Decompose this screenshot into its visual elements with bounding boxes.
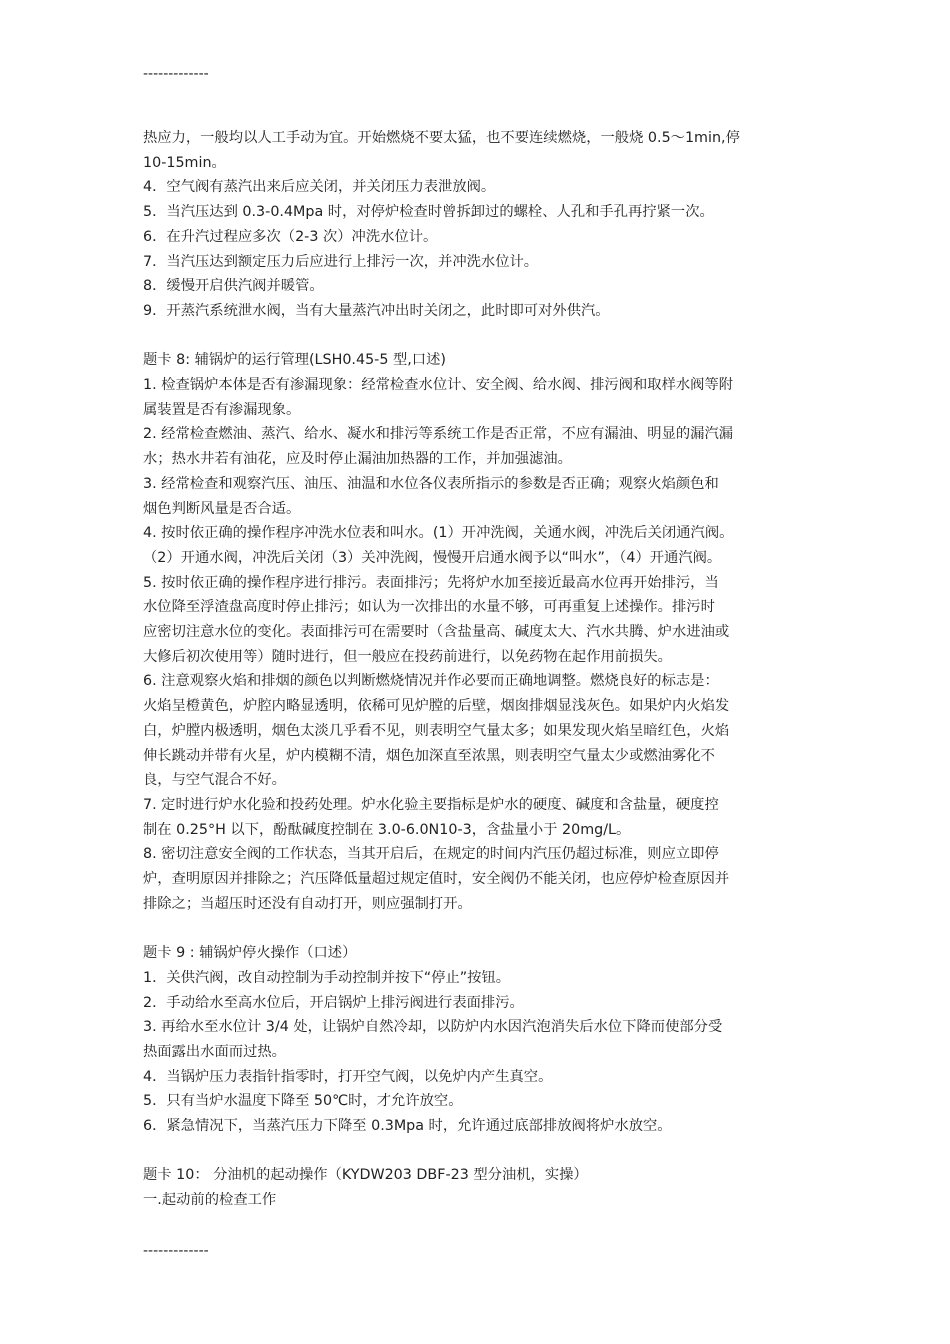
intro-line: 热应力，一般均以人工手动为宜。开始燃烧不要太猛，也不要连续燃烧，一般烧 0.5～1min,停 <box>143 130 740 146</box>
card10-section <box>143 1163 813 1212</box>
intro-line: 5．当汽压达到 0.3-0.4Mpa 时，对停炉检查时曾拆卸过的螺栓、人孔和手孔再拧紧一次。 <box>143 204 714 221</box>
intro-line: 6．在升汽过程应多次（2-3 次）冲洗水位计。 <box>143 228 438 245</box>
card9-line: 6．紧急情况下，当蒸汽压力下降至 0.3Mpa 时，允许通过底部排放阀将炉水放空。 <box>143 1118 672 1135</box>
card8-line: 良，与空气混合不好。 <box>143 772 286 789</box>
card9-line: 4．当锅炉压力表指针指零时，打开空气阀，以免炉内产生真空。 <box>143 1068 553 1085</box>
card8-section <box>143 348 813 916</box>
card8-line: 7. 定时进行炉水化验和投药处理。炉水化验主要指标是炉水的硬度、碱度和含盐量，硬度控 <box>143 796 719 813</box>
card8-line: 8. 密切注意安全阀的工作状态，当其开启后，在规定的时间内汽压仍超过标准，则应立即停 <box>143 846 719 863</box>
card8-line: 1. 检查锅炉本体是否有渗漏现象：经常检查水位计、安全阀、给水阀、排污阀和取样水阀等附 <box>143 377 734 394</box>
card9-line: 5．只有当炉水温度下降至 50℃时，才允许放空。 <box>143 1093 463 1110</box>
top-separator: ------------- <box>143 66 209 82</box>
card8-line: 2. 经常检查燃油、蒸汽、给水、凝水和排污等系统工作是否正常，不应有漏油、明显的漏汽漏 <box>143 426 734 443</box>
document-page <box>143 64 813 1261</box>
card8-line: 伸长跳动并带有火星，炉内模糊不清，烟色加深直至浓黑，则表明空气量太少或燃油雾化不 <box>143 747 715 764</box>
card9-line: 2．手动给水至高水位后，开启锅炉上排污阀进行表面排污。 <box>143 994 524 1011</box>
card8-line: 水；热水井若有油花，应及时停止漏油加热器的工作，并加强滤油。 <box>143 451 572 468</box>
card8-line: 属装置是否有渗漏现象。 <box>143 401 301 418</box>
intro-line: 7．当汽压达到额定压力后应进行上排污一次，并冲洗水位计。 <box>143 253 539 270</box>
card8-line: 排除之；当超压时还没有自动打开，则应强制打开。 <box>143 895 472 912</box>
card9-section <box>143 941 813 1139</box>
card8-line: 应密切注意水位的变化。表面排污可在需要时（含盐量高、碱度太大、汽水共腾、炉水进油或 <box>143 624 730 641</box>
card8-line: 白，炉膛内极透明，烟色太淡几乎看不见，则表明空气量太多；如果发现火焰呈暗红色，火焰 <box>143 722 730 739</box>
card8-line: 制在 0.25°H 以下，酚酞碱度控制在 3.0-6.0N10-3，含盐量小于 20mg/L。 <box>143 821 631 838</box>
card9-heading: 题卡 9 : 辅锅炉停火操作（口述） <box>143 945 357 962</box>
intro-line: 9．开蒸汽系统泄水阀，当有大量蒸汽冲出时关闭之，此时即可对外供汽。 <box>143 302 610 319</box>
card8-heading: 题卡 8: 辅锅炉的运行管理(LSH0.45-5 型,口述) <box>143 352 446 369</box>
bottom-separator: ------------- <box>143 1242 209 1259</box>
card9-line: 1．关供汽阀，改自动控制为手动控制并按下“停止”按钮。 <box>143 969 511 986</box>
card8-line: 烟色判断风量是否合适。 <box>143 500 301 517</box>
intro-section <box>143 126 813 324</box>
card8-line: （2）开通水阀，冲洗后关闭（3）关冲洗阀，慢慢开启通水阀予以“叫水”，（4）开通汽阀。 <box>143 549 722 566</box>
card10-line: 一.起动前的检查工作 <box>143 1192 277 1209</box>
card8-line: 火焰呈橙黄色，炉腔内略显透明，依稀可见炉膛的后壁，烟囱排烟显浅灰色。如果炉内火焰发 <box>143 698 730 715</box>
card9-line: 3. 再给水至水位计 3/4 处，让锅炉自然冷却，以防炉内水因汽泡消失后水位下降而使部分受 <box>143 1019 723 1036</box>
intro-line: 8．缓慢开启供汽阀并暖管。 <box>143 278 324 295</box>
card8-line: 水位降至浮渣盘高度时停止排污；如认为一次排出的水量不够，可再重复上述操作。排污时 <box>143 599 715 616</box>
card10-heading: 题卡 10： 分油机的起动操作（KYDW203 DBF-23 型分油机，实操） <box>143 1167 588 1184</box>
card8-line: 3. 经常检查和观察汽压、油压、油温和水位各仪表所指示的参数是否正确；观察火焰颜色和 <box>143 475 719 492</box>
card8-line: 大修后初次使用等）随时进行，但一般应在投药前进行，以免药物在起作用前损失。 <box>143 648 672 665</box>
card8-line: 6. 注意观察火焰和排烟的颜色以判断燃烧情况并作必要而正确地调整。燃烧良好的标志是： <box>143 673 719 690</box>
card8-line: 炉，查明原因并排除之；汽压降低量超过规定值时，安全阀仍不能关闭，也应停炉检查原因并 <box>143 871 730 888</box>
intro-line: 4．空气阀有蒸汽出来后应关闭，并关闭压力表泄放阀。 <box>143 179 496 196</box>
card8-line: 4. 按时依正确的操作程序冲洗水位表和叫水。(1）开冲洗阀，关通水阀，冲洗后关闭通汽阀。 <box>143 525 734 542</box>
card9-line: 热面露出水面而过热。 <box>143 1043 286 1060</box>
card8-line: 5. 按时依正确的操作程序进行排污。表面排污；先将炉水加至接近最高水位再开始排污，当 <box>143 574 719 591</box>
intro-line: 10-15min。 <box>143 154 226 171</box>
